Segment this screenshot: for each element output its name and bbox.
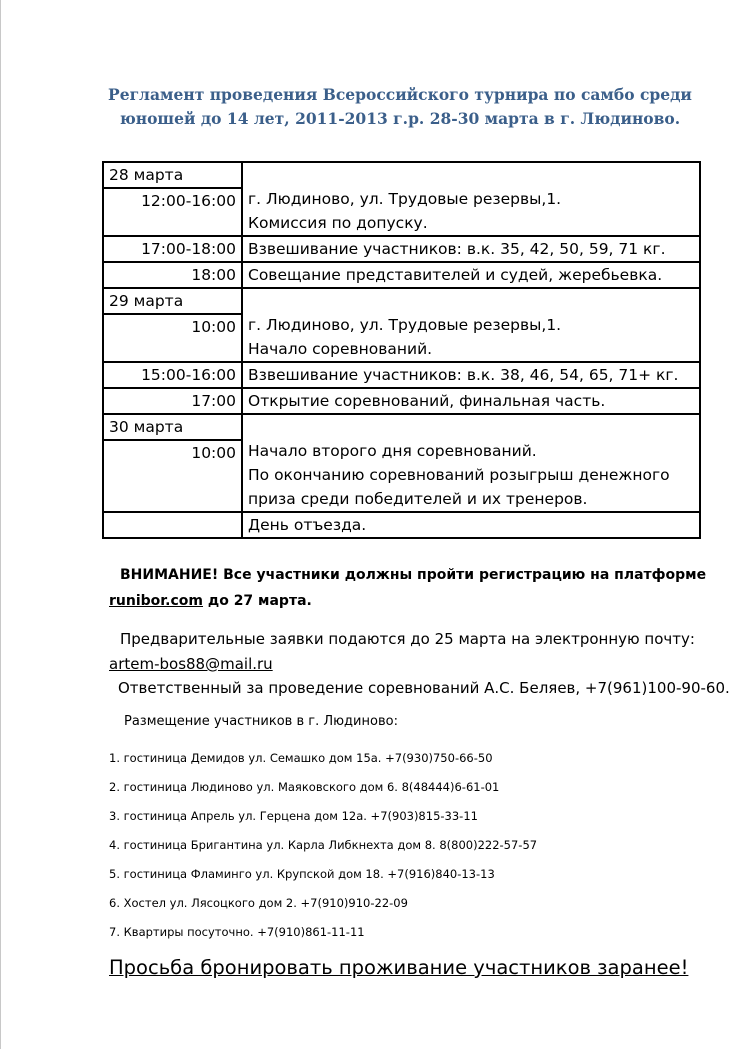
table-row [103,288,700,314]
schedule-table [102,161,701,539]
event-cell: Совещание представителей и судей, жеребьевка. [242,262,700,288]
event-cell: Взвешивание участников: в.к. 38, 46, 54, 65, 71+ кг. [242,362,700,388]
list-item: 1. гостиница Демидов ул. Семашко дом 15а. +7(930)750-66-50 [109,751,493,765]
date-cell-day3: 30 марта [103,414,242,440]
event-cell [242,288,700,362]
time-cell: 15:00-16:00 [103,362,242,388]
attention-notice-line2 [109,593,312,609]
event-cell: Взвешивание участников: в.к. 35, 42, 50, 59, 71 кг. [242,236,700,262]
application-deadline-text: Предварительные заявки подаются до 25 марта на электронную почту: [120,630,695,648]
list-item: 2. гостиница Людиново ул. Маяковского дом 6. 8(48444)6-61-01 [109,780,500,794]
title-line-2: юношей до 14 лет, 2011-2013 г.р. 28-30 марта в г. Людиново. [119,109,681,128]
registration-link[interactable]: runibor.com [109,593,204,609]
list-item: 6. Хостел ул. Лясоцкого дом 2. +7(910)910-22-09 [109,896,408,910]
event-text: Начало второго дня соревнований. [248,442,537,460]
email-link[interactable]: artem-bos88@mail.ru [109,655,273,673]
page-edge [0,0,1,1049]
list-item: 3. гостиница Апрель ул. Герцена дом 12а. +7(903)815-33-11 [109,809,478,823]
attention-notice: ВНИМАНИЕ! Все участники должны пройти регистрацию на платформе [120,567,707,583]
list-item: 4. гостиница Бригантина ул. Карла Либкнехта дом 8. 8(800)222-57-57 [109,838,538,852]
date-cell-day1: 28 марта [103,162,242,188]
time-cell: 12:00-16:00 [103,188,242,236]
time-cell: 10:00 [103,314,242,362]
event-text: Комиссия по допуску. [248,214,428,232]
time-cell: 10:00 [103,440,242,512]
table-row [103,236,700,262]
empty-cell [103,512,242,538]
event-cell [242,414,700,512]
event-text: г. Людиново, ул. Трудовые резервы,1. [248,190,562,208]
deadline-text: до 27 марта. [203,593,312,609]
list-item: 7. Квартиры посуточно. +7(910)861-11-11 [109,925,365,939]
page-title [100,83,700,131]
event-text: Начало соревнований. [248,340,433,358]
event-cell [242,162,700,236]
event-cell: День отъезда. [242,512,700,538]
responsible-person-text: Ответственный за проведение соревнований А.С. Беляев, +7(961)100-90-60. [118,679,730,697]
event-text: приза среди победителей и их тренеров. [248,490,588,508]
table-row [103,162,700,188]
list-item: 5. гостиница Фламинго ул. Крупской дом 18. +7(916)840-13-13 [109,867,495,881]
table-row [103,414,700,440]
table-row [103,262,700,288]
table-row [103,512,700,538]
booking-reminder: Просьба бронировать проживание участников заранее! [109,956,689,979]
time-cell: 17:00 [103,388,242,414]
event-text: г. Людиново, ул. Трудовые резервы,1. [248,316,562,334]
event-cell: Открытие соревнований, финальная часть. [242,388,700,414]
table-row [103,388,700,414]
table-row [103,362,700,388]
title-line-1: Регламент проведения Всероссийского турнира по самбо среди [108,85,692,104]
time-cell: 17:00-18:00 [103,236,242,262]
accommodation-heading: Размещение участников в г. Людиново: [124,714,398,729]
event-text: По окончанию соревнований розыгрыш денежного [248,466,670,484]
time-cell: 18:00 [103,262,242,288]
date-cell-day2: 29 марта [103,288,242,314]
